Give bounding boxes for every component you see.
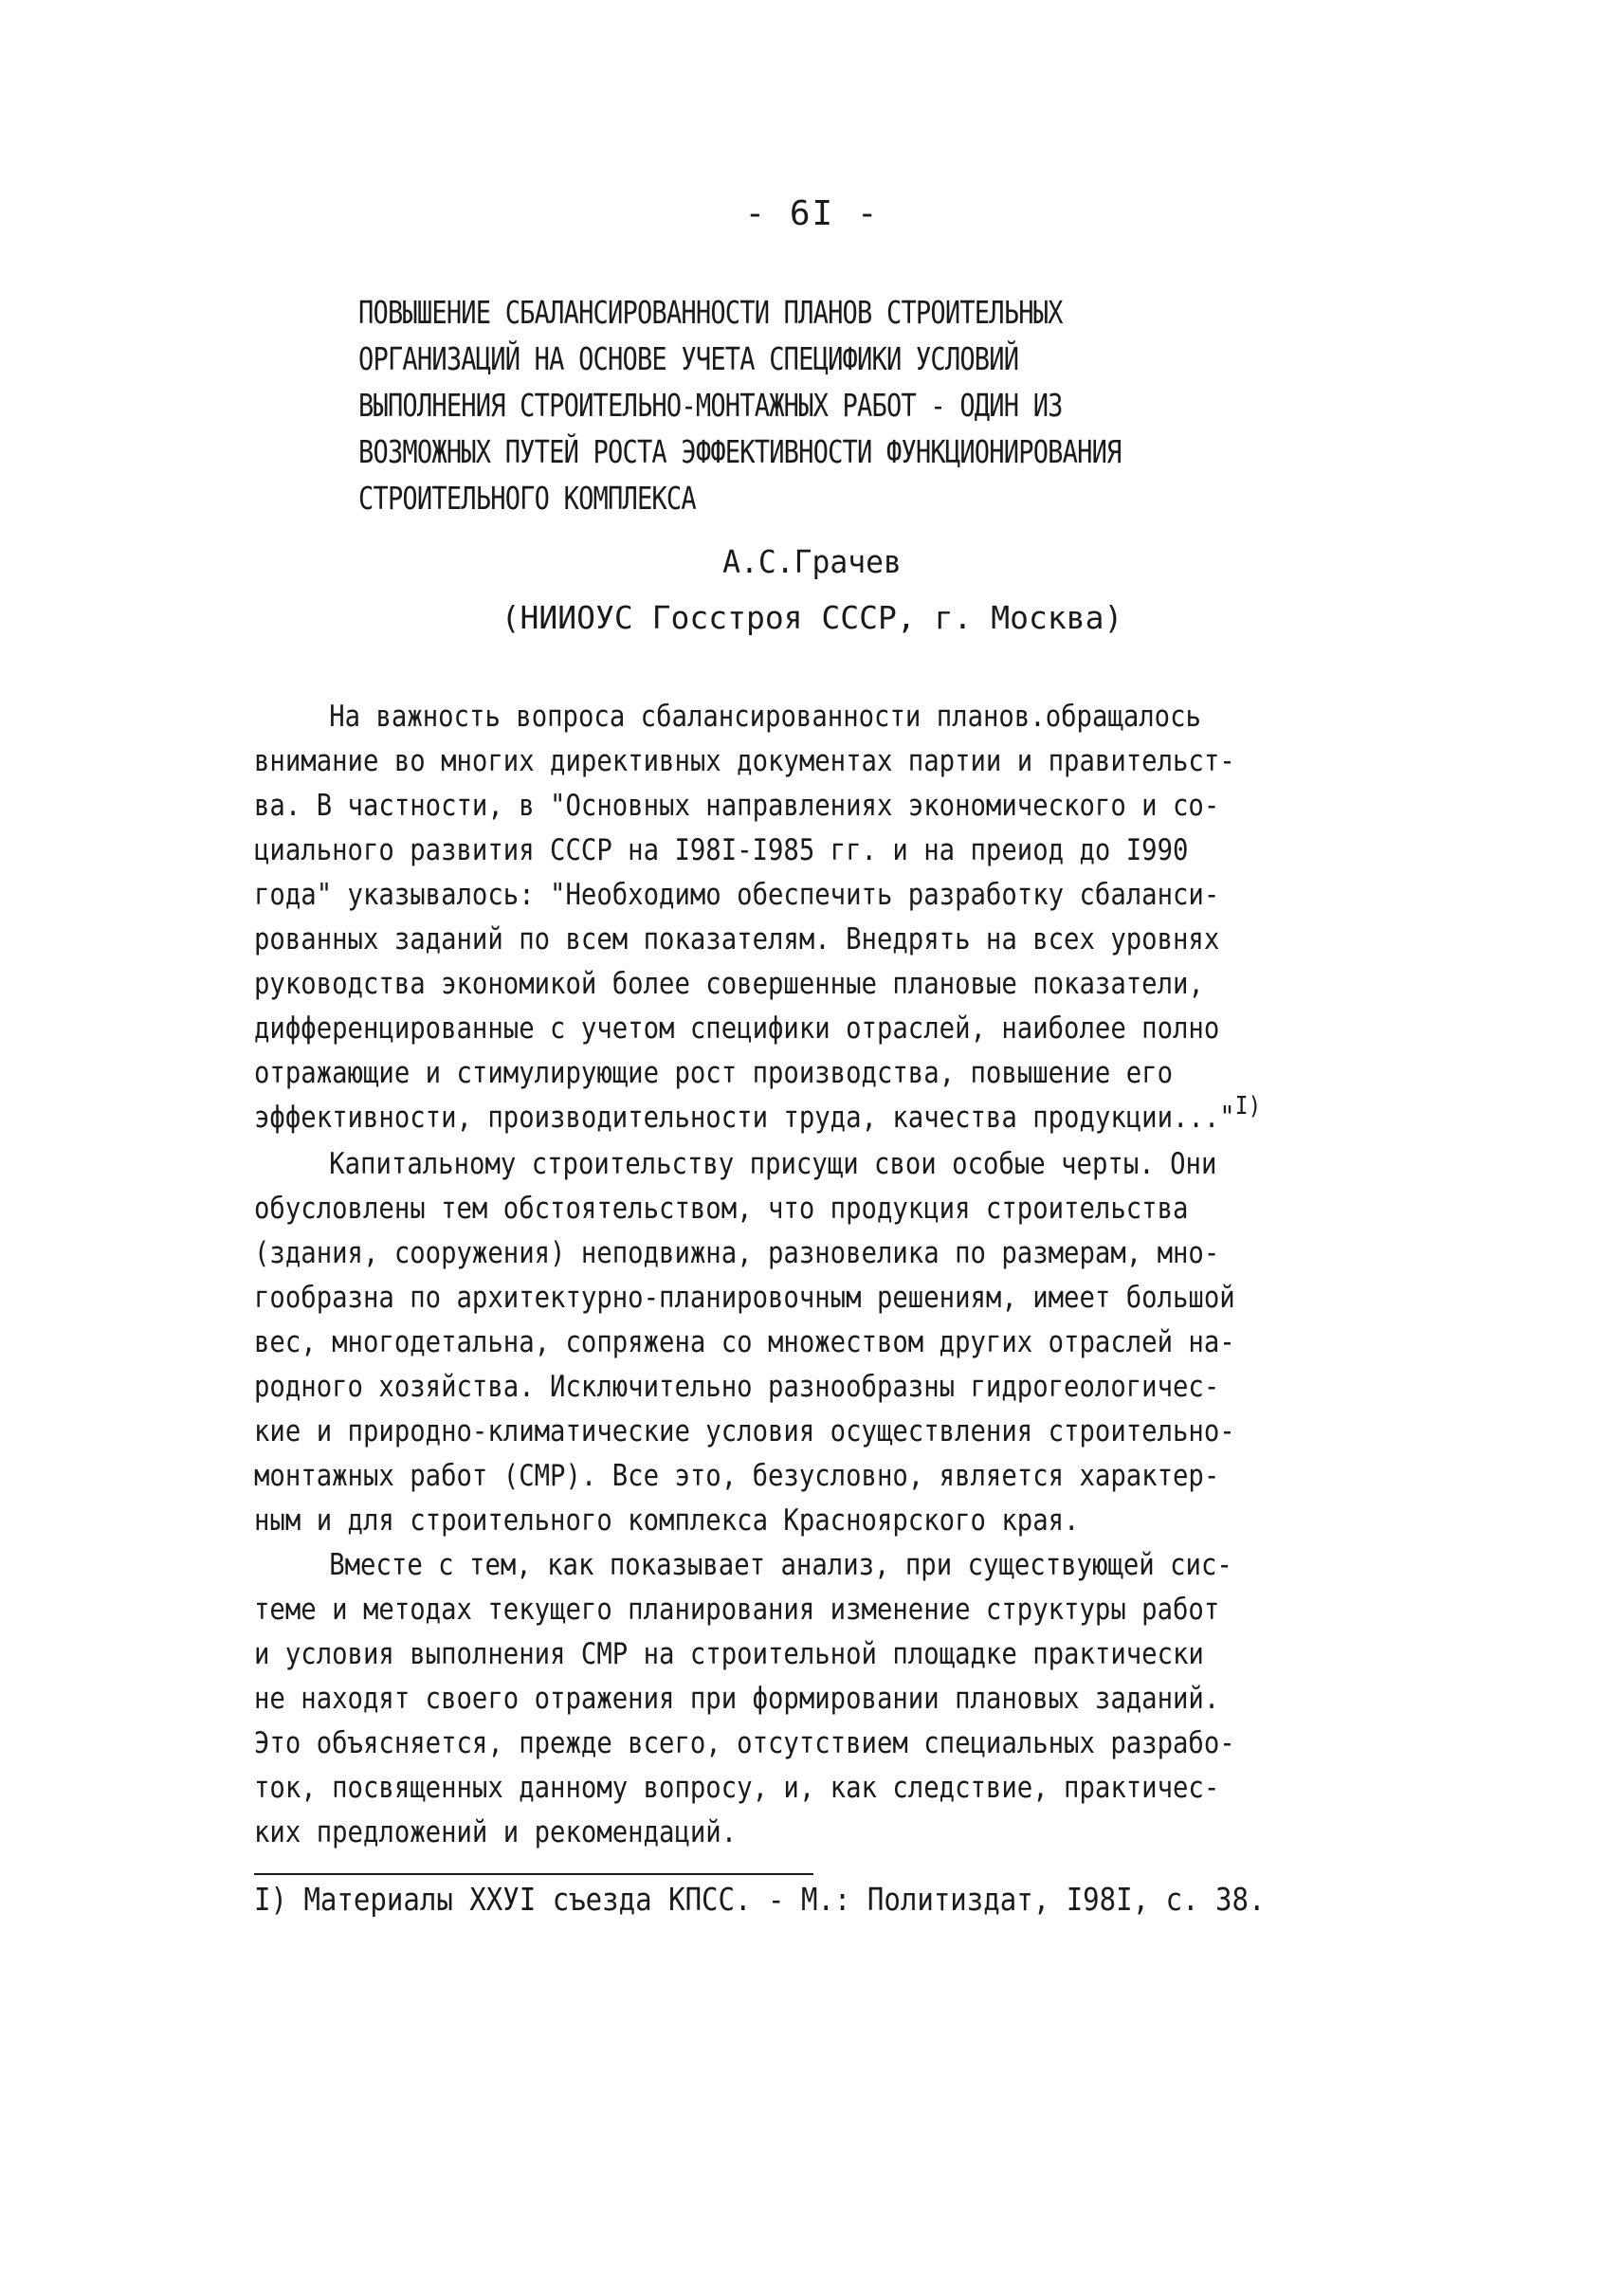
body-line: циального развития СССР на I98I-I985 гг. и на преиод до I990 (254, 833, 1189, 867)
page-number: - 6I - (744, 194, 880, 233)
body-line: родного хозяйства. Исключительно разнообразны гидрогеологичес- (254, 1370, 1220, 1404)
body-line: ток, посвященных данному вопросу, и, как следствие, практичес- (254, 1771, 1220, 1805)
body-line: (здания, сооружения) неподвижна, разновелика по размерам, мно- (254, 1236, 1220, 1270)
author-affiliation: (НИИОУС Госстроя СССР, г. Москва) (501, 599, 1123, 636)
body-line: ва. В частности, в "Основных направлениях экономического и со- (254, 789, 1220, 823)
body-line: дифференцированные с учетом специфики отраслей, наиболее полно (254, 1011, 1220, 1046)
body-line: кие и природно-климатические условия осуществления строительно- (254, 1414, 1235, 1448)
body-line: руководства экономикой более совершенные плановые показатели, (254, 967, 1204, 1001)
body-line: и условия выполнения СМР на строительной площадке практически (254, 1637, 1204, 1671)
body-line: ких предложений и рекомендаций. (254, 1815, 738, 1849)
footnote-separator (254, 1873, 813, 1875)
body-line-text: эффективности, производительности труда, качества продукции..." (254, 1101, 1235, 1135)
body-line-with-footnote (254, 1092, 1262, 1142)
body-line: обусловлены тем обстоятельством, что продукция строительства (254, 1192, 1189, 1226)
title-line: ОРГАНИЗАЦИЙ НА ОСНОВЕ УЧЕТА СПЕЦИФИКИ УСЛОВИЙ (358, 340, 1019, 377)
body-line: отражающие и стимулирующие рост производства, повышение его (254, 1056, 1174, 1090)
footnote-reference: I) (1234, 1092, 1262, 1120)
body-text (254, 695, 1392, 1855)
article-title (358, 289, 1306, 521)
title-line: ВЫПОЛНЕНИЯ СТРОИТЕЛЬНО-МОНТАЖНЫХ РАБОТ - ОДИН ИЗ (358, 387, 1063, 424)
body-line: Капитальному строительству присущи свои особые черты. Они (329, 1147, 1217, 1181)
body-line: Вместе с тем, как показывает анализ, при существующей сис- (329, 1548, 1232, 1582)
body-line: ным и для строительного комплекса Красноярского края. (254, 1503, 1080, 1538)
title-line: ПОВЫШЕНИЕ СБАЛАНСИРОВАННОСТИ ПЛАНОВ СТРОИТЕЛЬНЫХ (358, 294, 1063, 331)
body-line: внимание во многих директивных документах партии и правительст- (254, 744, 1235, 778)
body-line: теме и методах текущего планирования изменение структуры работ (254, 1593, 1220, 1627)
body-line: гообразна по архитектурно-планировочным решениям, имеет большой (254, 1281, 1235, 1315)
body-line: монтажных работ (СМР). Все это, безусловно, является характер- (254, 1459, 1220, 1493)
author-name: А.С.Грачев (722, 543, 902, 580)
body-line: вес, многодетальна, сопряжена со множеством других отраслей на- (254, 1325, 1235, 1359)
body-line: рованных заданий по всем показателям. Внедрять на всех уровнях (254, 922, 1220, 956)
title-line: СТРОИТЕЛЬНОГО КОМПЛЕКСА (358, 480, 696, 517)
title-line: ВОЗМОЖНЫХ ПУТЕЙ РОСТА ЭФФЕКТИВНОСТИ ФУНКЦИОНИРОВАНИЯ (358, 433, 1122, 470)
footnote-text: I) Материалы XXУI съезда КПСС. - М.: Политиздат, I98I, с. 38. (254, 1881, 1266, 1918)
body-line: Это объясняется, прежде всего, отсутствием специальных разрабо- (254, 1726, 1235, 1760)
body-line: На важность вопроса сбалансированности планов.обращалось (329, 700, 1201, 734)
body-line: не находят своего отражения при формировании плановых заданий. (254, 1682, 1220, 1716)
body-line: года" указывалось: "Необходимо обеспечить разработку сбаланси- (254, 878, 1220, 912)
